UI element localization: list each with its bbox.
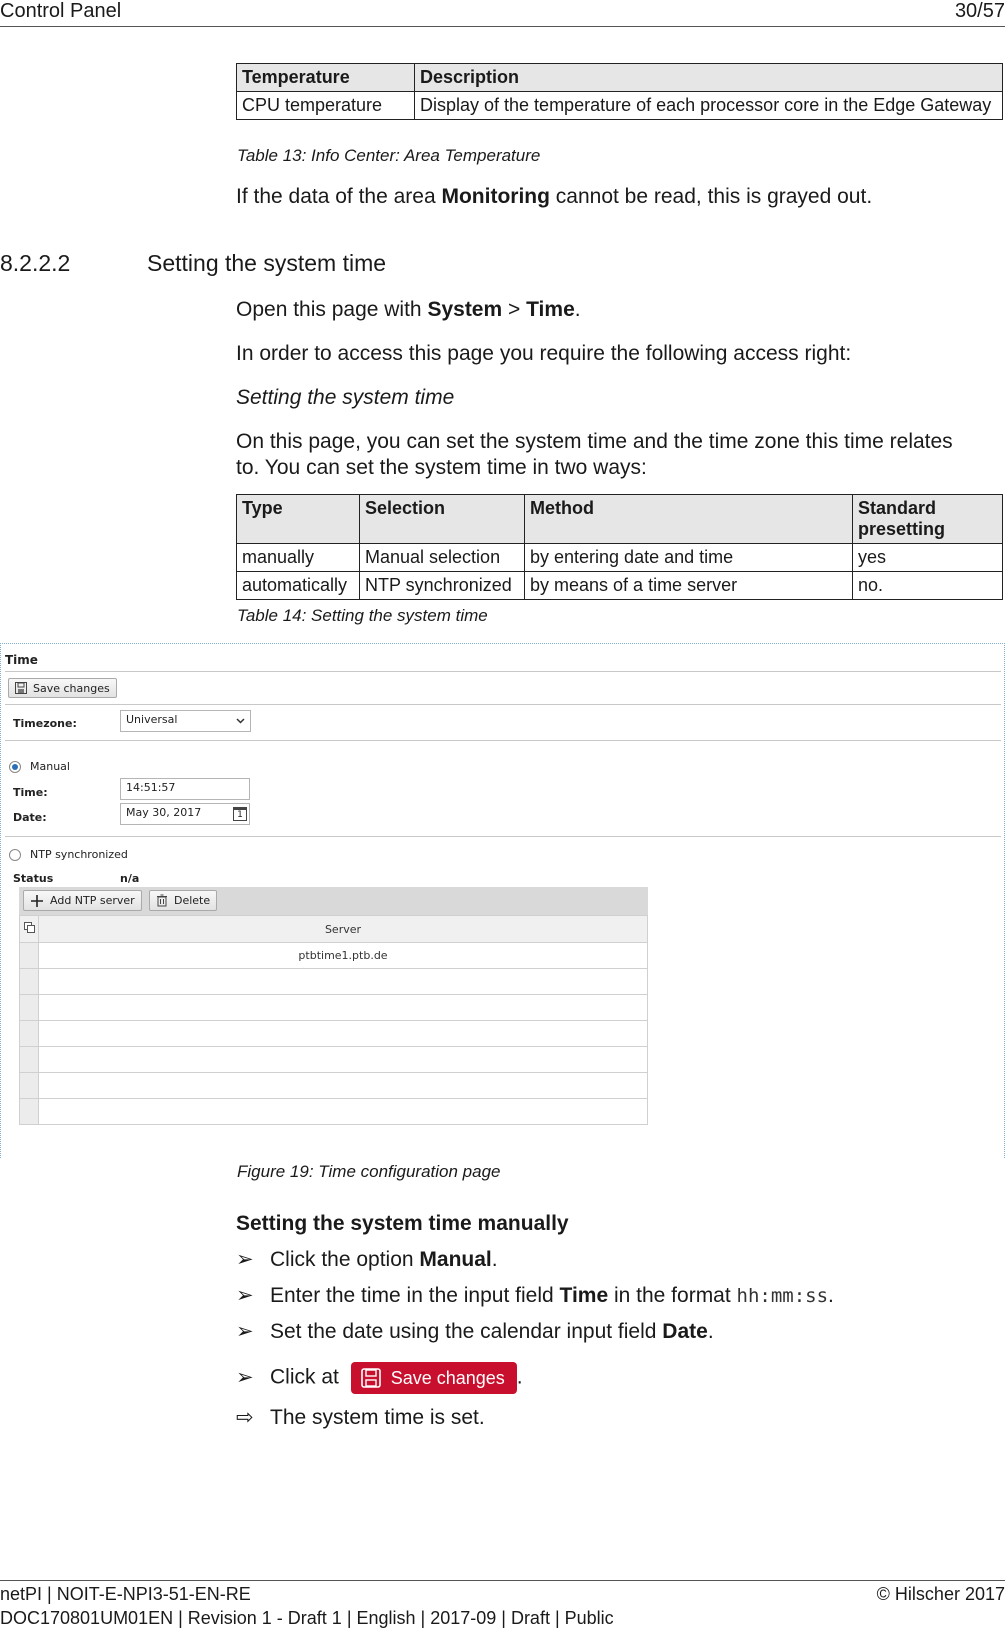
result: ⇨ The system time is set. [236,1406,485,1429]
add-ntp-label: Add NTP server [50,894,135,907]
grayed-note: If the data of the area Monitoring cannot be read, this is grayed out. [236,185,873,208]
server-cell[interactable]: ptbtime1.ptb.de [39,943,648,969]
table-cell: Manual selection [360,544,525,572]
delete-label: Delete [174,894,211,907]
step-1: ➢ Click the option Manual. [236,1248,498,1271]
table-row[interactable] [20,995,648,1021]
time-input[interactable]: 14:51:57 [120,778,250,800]
table-row[interactable] [20,1073,648,1099]
footer-copyright: © Hilscher 2017 [876,1584,1005,1604]
empty-cell[interactable] [39,1047,648,1073]
manual-radio[interactable] [9,761,21,773]
divider [5,836,1001,837]
time-methods-table [236,494,1003,600]
date-value: May 30, 2017 [126,806,202,819]
table-cell: NTP synchronized [360,572,525,600]
table-row[interactable] [20,1099,648,1125]
empty-cell[interactable] [39,995,648,1021]
save-icon [15,682,27,694]
row-selector[interactable] [20,1021,39,1047]
copy-icon [24,922,35,933]
footer-document: DOC170801UM01EN | Revision 1 - Draft 1 | English | 2017-09 | Draft | Public [0,1608,614,1628]
timezone-value: Universal [126,713,178,726]
table-header: Description [415,64,1003,92]
row-selector[interactable] [20,969,39,995]
empty-cell[interactable] [39,1073,648,1099]
server-column-header[interactable]: Server [39,916,648,943]
step-2: ➢ Enter the time in the input field Time in the format hh:mm:ss. [236,1284,834,1307]
page-header [0,0,1005,27]
save-changes-label: Save changes [33,681,110,695]
status-label: Status [13,872,54,885]
empty-cell[interactable] [39,1099,648,1125]
table-cell: manually [237,544,360,572]
section-number: 8.2.2.2 [0,250,71,276]
access-right: Setting the system time [236,386,455,409]
row-selector[interactable] [20,995,39,1021]
divider [5,740,1001,741]
table-cell: yes [853,544,1003,572]
intro-text: On this page, you can set the system time and the time zone this time relates to. You can set the system time in two ways: [236,430,953,479]
ntp-label: NTP synchronized [30,848,128,861]
calendar-icon[interactable]: 1 [233,807,247,821]
row-selector[interactable] [20,943,39,969]
add-ntp-server-button[interactable] [23,890,142,911]
result-arrow-icon: ⇨ [236,1406,254,1429]
table-cell: by entering date and time [525,544,853,572]
chevron-down-icon [236,718,245,724]
divider [5,704,1001,705]
timezone-select[interactable] [120,710,251,732]
timezone-label: Timezone: [13,717,77,730]
arrow-icon: ➢ [236,1284,254,1307]
save-icon [361,1368,381,1388]
table-header: Temperature [237,64,415,92]
select-all-cell[interactable] [20,916,39,943]
row-selector[interactable] [20,1047,39,1073]
status-value: n/a [120,872,140,885]
arrow-icon: ➢ [236,1320,254,1343]
page-number: 30/57 [954,0,1005,22]
table-cell: Display of the temperature of each processor core in the Edge Gateway [415,92,1003,120]
manual-label: Manual [30,760,70,773]
time-config-screenshot [0,643,1005,1158]
page-footer [0,1580,1005,1628]
plus-icon [30,894,44,908]
table-header: Type [237,495,360,544]
open-page-text: Open this page with System > Time. [236,298,581,321]
table-row[interactable] [20,1021,648,1047]
table-header: Standard presetting [853,495,1003,544]
chapter-title: Control Panel [0,0,122,22]
empty-cell[interactable] [39,1021,648,1047]
table-header: Selection [360,495,525,544]
procedure-heading: Setting the system time manually [236,1212,569,1235]
figure-caption: Figure 19: Time configuration page [237,1162,501,1181]
time-label: Time: [13,786,48,799]
arrow-icon: ➢ [236,1248,254,1271]
date-input[interactable] [120,803,250,825]
step-4: ➢ Click at Save changes . [236,1362,523,1394]
step-3: ➢ Set the date using the calendar input field Date. [236,1320,714,1343]
table-caption: Table 13: Info Center: Area Temperature [237,146,541,165]
divider [5,671,1001,672]
empty-cell[interactable] [39,969,648,995]
row-selector[interactable] [20,1073,39,1099]
delete-button[interactable] [149,890,217,911]
table-cell: no. [853,572,1003,600]
date-label: Date: [13,811,47,824]
panel-title: Time [5,653,38,667]
ntp-radio[interactable] [9,849,21,861]
arrow-icon: ➢ [236,1365,254,1389]
access-text: In order to access this page you require the following access right: [236,342,852,365]
table-cell: by means of a time server [525,572,853,600]
save-changes-inline-button: Save changes [351,1362,517,1394]
table-row[interactable] [20,943,648,969]
row-selector[interactable] [20,1099,39,1125]
trash-icon [156,894,168,907]
table-row[interactable] [20,1047,648,1073]
table-header: Method [525,495,853,544]
server-table [19,915,648,1125]
table-cell: CPU temperature [237,92,415,120]
temperature-table [236,63,1003,120]
table-row[interactable] [20,969,648,995]
save-changes-button[interactable] [8,678,117,698]
server-toolbar [19,887,648,915]
section-title: Setting the system time [147,250,387,276]
footer-product: netPI | NOIT-E-NPI3-51-EN-RE [0,1584,251,1604]
table-cell: automatically [237,572,360,600]
table-caption: Table 14: Setting the system time [237,606,488,625]
